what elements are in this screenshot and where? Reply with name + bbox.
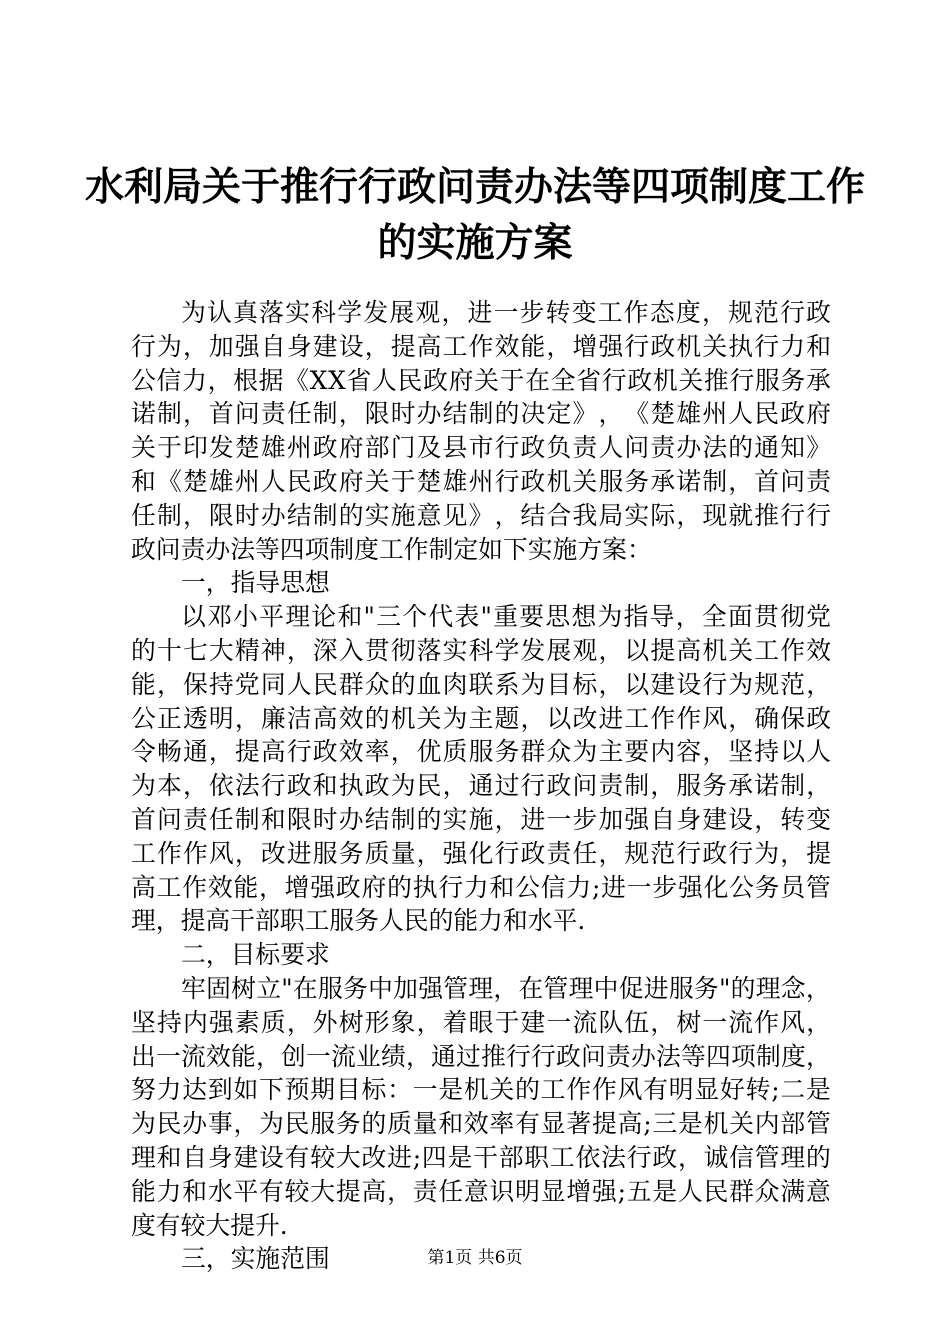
- paragraph-line: [131, 938, 831, 972]
- paragraph-line: 诺 制 ， 首 问 责 任 制 ， 限 时 办 结 制 的 决 定 》 ， 《 楚 雄 州 人 民 政 府: [131, 399, 831, 429]
- line-text: 政问责办法等四项制度工作制定如下实施方案：: [131, 534, 652, 564]
- document-title-line-2: 的实施方案: [377, 220, 573, 266]
- paragraph-line: 令 畅 通 ， 提 高 行 政 效 率 ， 优 质 服 务 群 众 为 主 要 内 容 ， 坚 持 以 人: [131, 737, 831, 767]
- paragraph-line: 以 邓 小 平 理 论 和 " 三 个 代 表 " 重 要 思 想 为 指 导 ， 全 面 贯 彻 党: [181, 602, 831, 632]
- document-title-line-1: 水利局关于推行行政问责办法等四项制度工作: [84, 164, 865, 210]
- paragraph-line: [131, 1209, 831, 1243]
- paragraph-line: 能 ， 保 持 党 同 人 民 群 众 的 血 肉 联 系 为 目 标 ， 以 建 设 行 为 规 范 ，: [131, 669, 831, 699]
- paragraph-line: 牢 固 树 立 " 在 服 务 中 加 强 管 理 ， 在 管 理 中 促 进 服 务 " 的 理 念 ，: [181, 973, 831, 1003]
- paragraph-line: 任 制 ， 限 时 办 结 制 的 实 施 意 见 》 ， 结 合 我 局 实 际 ， 现 就 推 行 行: [131, 500, 831, 530]
- paragraph-line: 高 工 作 效 能 ， 增 强 政 府 的 执 行 力 和 公 信 力 ; 进 一 步 强 化 公 务 员 管: [131, 872, 831, 902]
- paragraph-line: 首 问 责 任 制 和 限 时 办 结 制 的 实 施 ， 进 一 步 加 强 自 身 建 设 ， 转 变: [131, 804, 831, 834]
- paragraph-line: 的 十 七 大 精 神 ， 深 入 贯 彻 落 实 科 学 发 展 观 ， 以 提 高 机 关 工 作 效: [131, 635, 831, 665]
- page-footer: 第1页 共6页: [427, 1248, 523, 1268]
- paragraph-line: 为 民 办 事 ， 为 民 服 务 的 质 量 和 效 率 有 显 著 提 高 ; 三 是 机 关 内 部 管: [131, 1109, 831, 1139]
- paragraph-line: [131, 533, 831, 567]
- line-text: 理，提高干部职工服务人民的能力和水平.: [131, 906, 586, 936]
- paragraph-line: 为 认 真 落 实 科 学 发 展 观 ， 进 一 步 转 变 工 作 态 度 ， 规 范 行 政: [181, 298, 831, 327]
- paragraph-line: 理 和 自 身 建 设 有 较 大 改 进 ; 四 是 干 部 职 工 依 法 行 政 ， 诚 信 管 理 的: [131, 1142, 831, 1172]
- paragraph-line: 关 于 印 发 楚 雄 州 政 府 部 门 及 县 市 行 政 负 责 人 问 责 办 法 的 通 知 》: [131, 433, 831, 463]
- paragraph-line: 行 为 ， 加 强 自 身 建 设 ， 提 高 工 作 效 能 ， 增 强 行 政 机 关 执 行 力 和: [131, 331, 831, 361]
- paragraph-line: 工 作 作 风 ， 改 进 服 务 质 量 ， 强 化 行 政 责 任 ， 规 范 行 政 行 为 ， 提: [131, 838, 831, 868]
- paragraph-line: 能 力 和 水 平 有 较 大 提 高 ， 责 任 意 识 明 显 增 强 ; 五 是 人 民 群 众 满 意: [131, 1176, 831, 1206]
- line-text: 一，指导思想: [181, 568, 330, 598]
- line-text: 二，目标要求: [181, 940, 330, 970]
- paragraph-line: 努 力 达 到 如 下 预 期 目 标 ： 一 是 机 关 的 工 作 作 风 有 明 显 好 转 ; 二 是: [131, 1075, 831, 1105]
- paragraph-line: 和 《 楚 雄 州 人 民 政 府 关 于 楚 雄 州 行 政 机 关 服 务 承 诺 制 ， 首 问 责: [131, 466, 831, 496]
- paragraph-line: 出 一 流 效 能 ， 创 一 流 业 绩 ， 通 过 推 行 行 政 问 责 办 法 等 四 项 制 度 ，: [131, 1041, 831, 1071]
- paragraph-line: [131, 904, 831, 938]
- paragraph-line: [131, 566, 831, 600]
- paragraph-line: 公 信 力 ， 根 据 《 X X 省 人 民 政 府 关 于 在 全 省 行 政 机 关 推 行 服 务 承: [131, 365, 831, 395]
- document-body: [131, 296, 831, 1276]
- paragraph-line: 公 正 透 明 ， 廉 洁 高 效 的 机 关 为 主 题 ， 以 改 进 工 作 作 风 ， 确 保 政: [131, 703, 831, 733]
- paragraph-line: 为 本 ， 依 法 行 政 和 执 政 为 民 ， 通 过 行 政 问 责 制 ， 服 务 承 诺 制 ，: [131, 771, 831, 801]
- line-text: 度有较大提升.: [131, 1210, 288, 1240]
- paragraph-line: 坚 持 内 强 素 质 ， 外 树 形 象 ， 着 眼 于 建 一 流 队 伍 ， 树 一 流 作 风 ，: [131, 1007, 831, 1037]
- line-text: 三，实施范围: [181, 1244, 330, 1274]
